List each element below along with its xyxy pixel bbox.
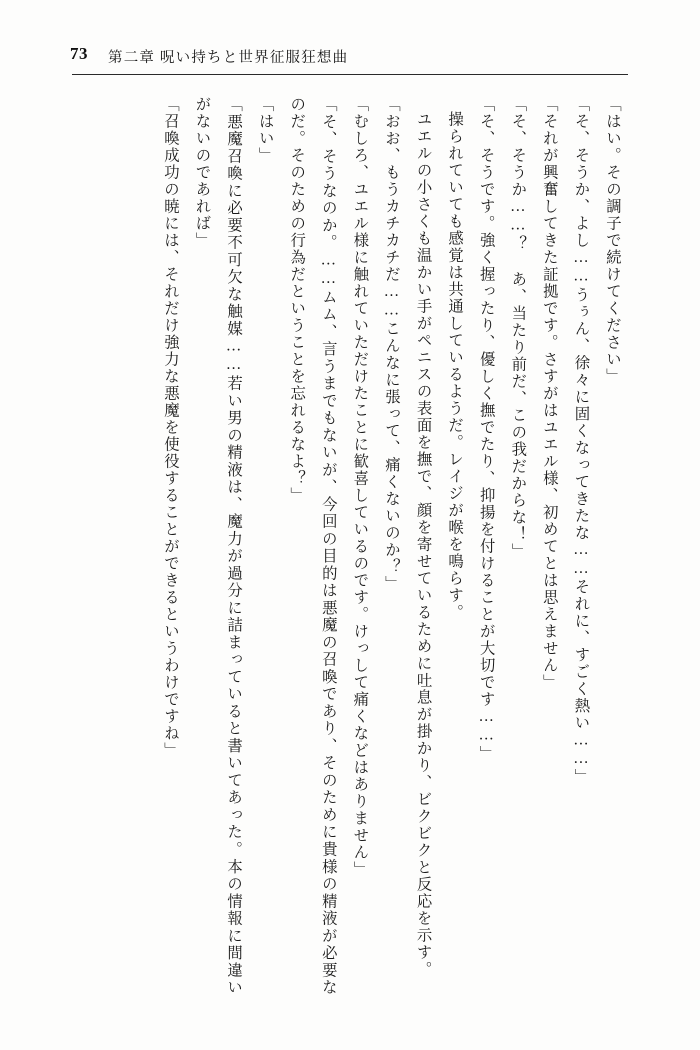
page-number: 73: [70, 44, 88, 63]
paragraph: 「そ、そうなのか。……ムム、言うまでもないが、今回の目的は悪魔の召喚であり、そのために貴様の精液が必要なのだ。そのための行為だということを忘れるなよ？」: [288, 96, 337, 996]
paragraph: 「そ、そうか……？ あ、当たり前だ、この我だからな！」: [509, 96, 527, 560]
paragraph: 「おお、もうカチカチだ……こんなに張って、痛くないのか？」: [382, 96, 400, 593]
paragraph: 「はい」: [256, 96, 274, 164]
paragraph: 「そ、そうです。強く握ったり、優しく撫でたり、抑揚を付けることが大切です……」: [477, 96, 495, 763]
paragraph: 「悪魔召喚に必要不可欠な触媒……若い男の精液は、魔力が過分に詰まっていると書いてあった。本の情報に間違いがないのであれば」: [193, 96, 243, 996]
paragraph: 「はい。その調子で続けてください」: [604, 96, 621, 385]
paragraph: ユエルの小さくも温かい手がペニスの表面を撫で、顔を寄せているために吐息が掛かり、ビクビクと反応を示す。: [414, 111, 432, 979]
paragraph: 「召喚成功の暁には、それだけ強力な悪魔を使役することができるというわけですね」: [161, 96, 179, 759]
paragraph: 「むしろ、ユエル様に触れていただけたことに歓喜しているのです。けっして痛くなどはありません」: [351, 96, 369, 878]
header-divider: [72, 74, 628, 75]
page-body-text: [72, 96, 628, 996]
paragraph: 「それが興奮してきた証拠です。さすがはユエル様、初めてとは思えません」: [540, 96, 558, 691]
page-header: [0, 44, 700, 70]
paragraph: 操られていても感覚は共通しているようだ。レイジが喉を鳴らす。: [446, 111, 464, 622]
paragraph: 「そ、そうか、よし……うぅん、徐々に固くなってきたな……それに、すごく熱い……」: [572, 96, 590, 786]
chapter-running-head: 第二章 呪い持ちと世界征服狂想曲: [108, 50, 349, 66]
